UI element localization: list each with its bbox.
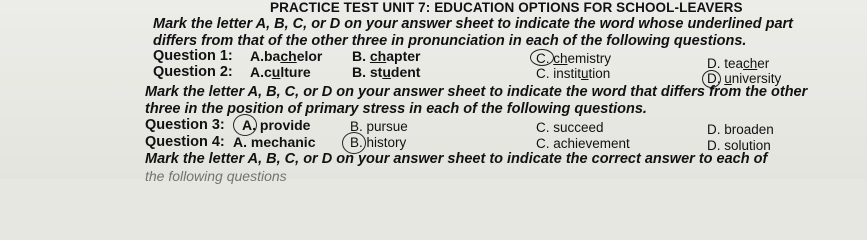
- option-text: D.: [707, 71, 725, 86]
- underlined-part: u: [581, 66, 589, 81]
- underlined-part: u: [382, 64, 391, 80]
- question-2-option-c: [536, 66, 610, 81]
- question-1-option-a: [250, 48, 322, 64]
- section1-instruction-line2: differs from that of the other three in pronunciation in each of the following questions.: [153, 33, 747, 49]
- question-2-label: Question 2:: [153, 64, 233, 80]
- question-1-label: Question 1:: [153, 48, 233, 64]
- option-text: niversity: [731, 71, 782, 86]
- question-4-option-d: D. solution: [707, 138, 771, 153]
- underlined-part: u: [724, 71, 732, 86]
- option-text: lture: [280, 64, 311, 80]
- option-text: er: [757, 56, 770, 71]
- section2-instruction-line2: three in the position of primary stress in each of the following questions.: [145, 101, 647, 117]
- section3-instruction-line2: the following questions: [145, 168, 287, 184]
- option-text: C.: [536, 51, 554, 66]
- underlined-part: ch: [280, 48, 297, 64]
- answer-circle-mark: [233, 114, 257, 136]
- option-text: elor: [296, 48, 323, 64]
- option-text: D. tea: [707, 56, 744, 71]
- option-text: A.c: [250, 64, 272, 80]
- option-text: B. st: [352, 64, 383, 80]
- question-2-option-a: [250, 64, 311, 80]
- answer-circle-mark: [530, 49, 554, 66]
- worksheet-title: PRACTICE TEST UNIT 7: EDUCATION OPTIONS FOR SCHOOL-LEAVERS: [270, 0, 743, 15]
- question-3-option-a: A. provide: [242, 117, 311, 133]
- option-text: B.: [352, 48, 370, 64]
- question-4-option-a: A. mechanic: [233, 134, 316, 150]
- section2-instruction-line1: Mark the letter A, B, C, or D on your answer sheet to indicate the word that differs from the other: [145, 84, 808, 100]
- option-text: apter: [386, 48, 421, 64]
- question-4-option-c: C. achievement: [536, 136, 630, 151]
- underlined-part: ch: [369, 48, 387, 64]
- section3-instruction-line1: Mark the letter A, B, C, or D on your answer sheet to indicate the correct answer to each of: [145, 151, 768, 167]
- underlined-part: ch: [743, 56, 758, 71]
- option-text: tion: [588, 66, 611, 81]
- question-2-option-b: [352, 64, 420, 80]
- question-3-option-d: D. broaden: [707, 122, 774, 137]
- underlined-part: u: [271, 64, 281, 80]
- underlined-part: ch: [553, 51, 568, 66]
- option-text: emistry: [567, 51, 612, 66]
- question-3-label: Question 3:: [145, 117, 225, 133]
- option-text: C. instit: [536, 66, 582, 81]
- question-4-label: Question 4:: [145, 134, 225, 150]
- question-1-option-d: [707, 56, 769, 71]
- question-3-option-c: C. succeed: [536, 120, 604, 135]
- option-text: A.ba: [250, 48, 281, 64]
- question-4-option-b: B. history: [350, 135, 407, 150]
- option-text: dent: [390, 64, 421, 80]
- question-3-option-b: B. pursue: [350, 119, 408, 134]
- question-1-option-b: [352, 48, 420, 64]
- section1-instruction-line1: Mark the letter A, B, C, or D on your answer sheet to indicate the word whose underlined part: [153, 16, 793, 32]
